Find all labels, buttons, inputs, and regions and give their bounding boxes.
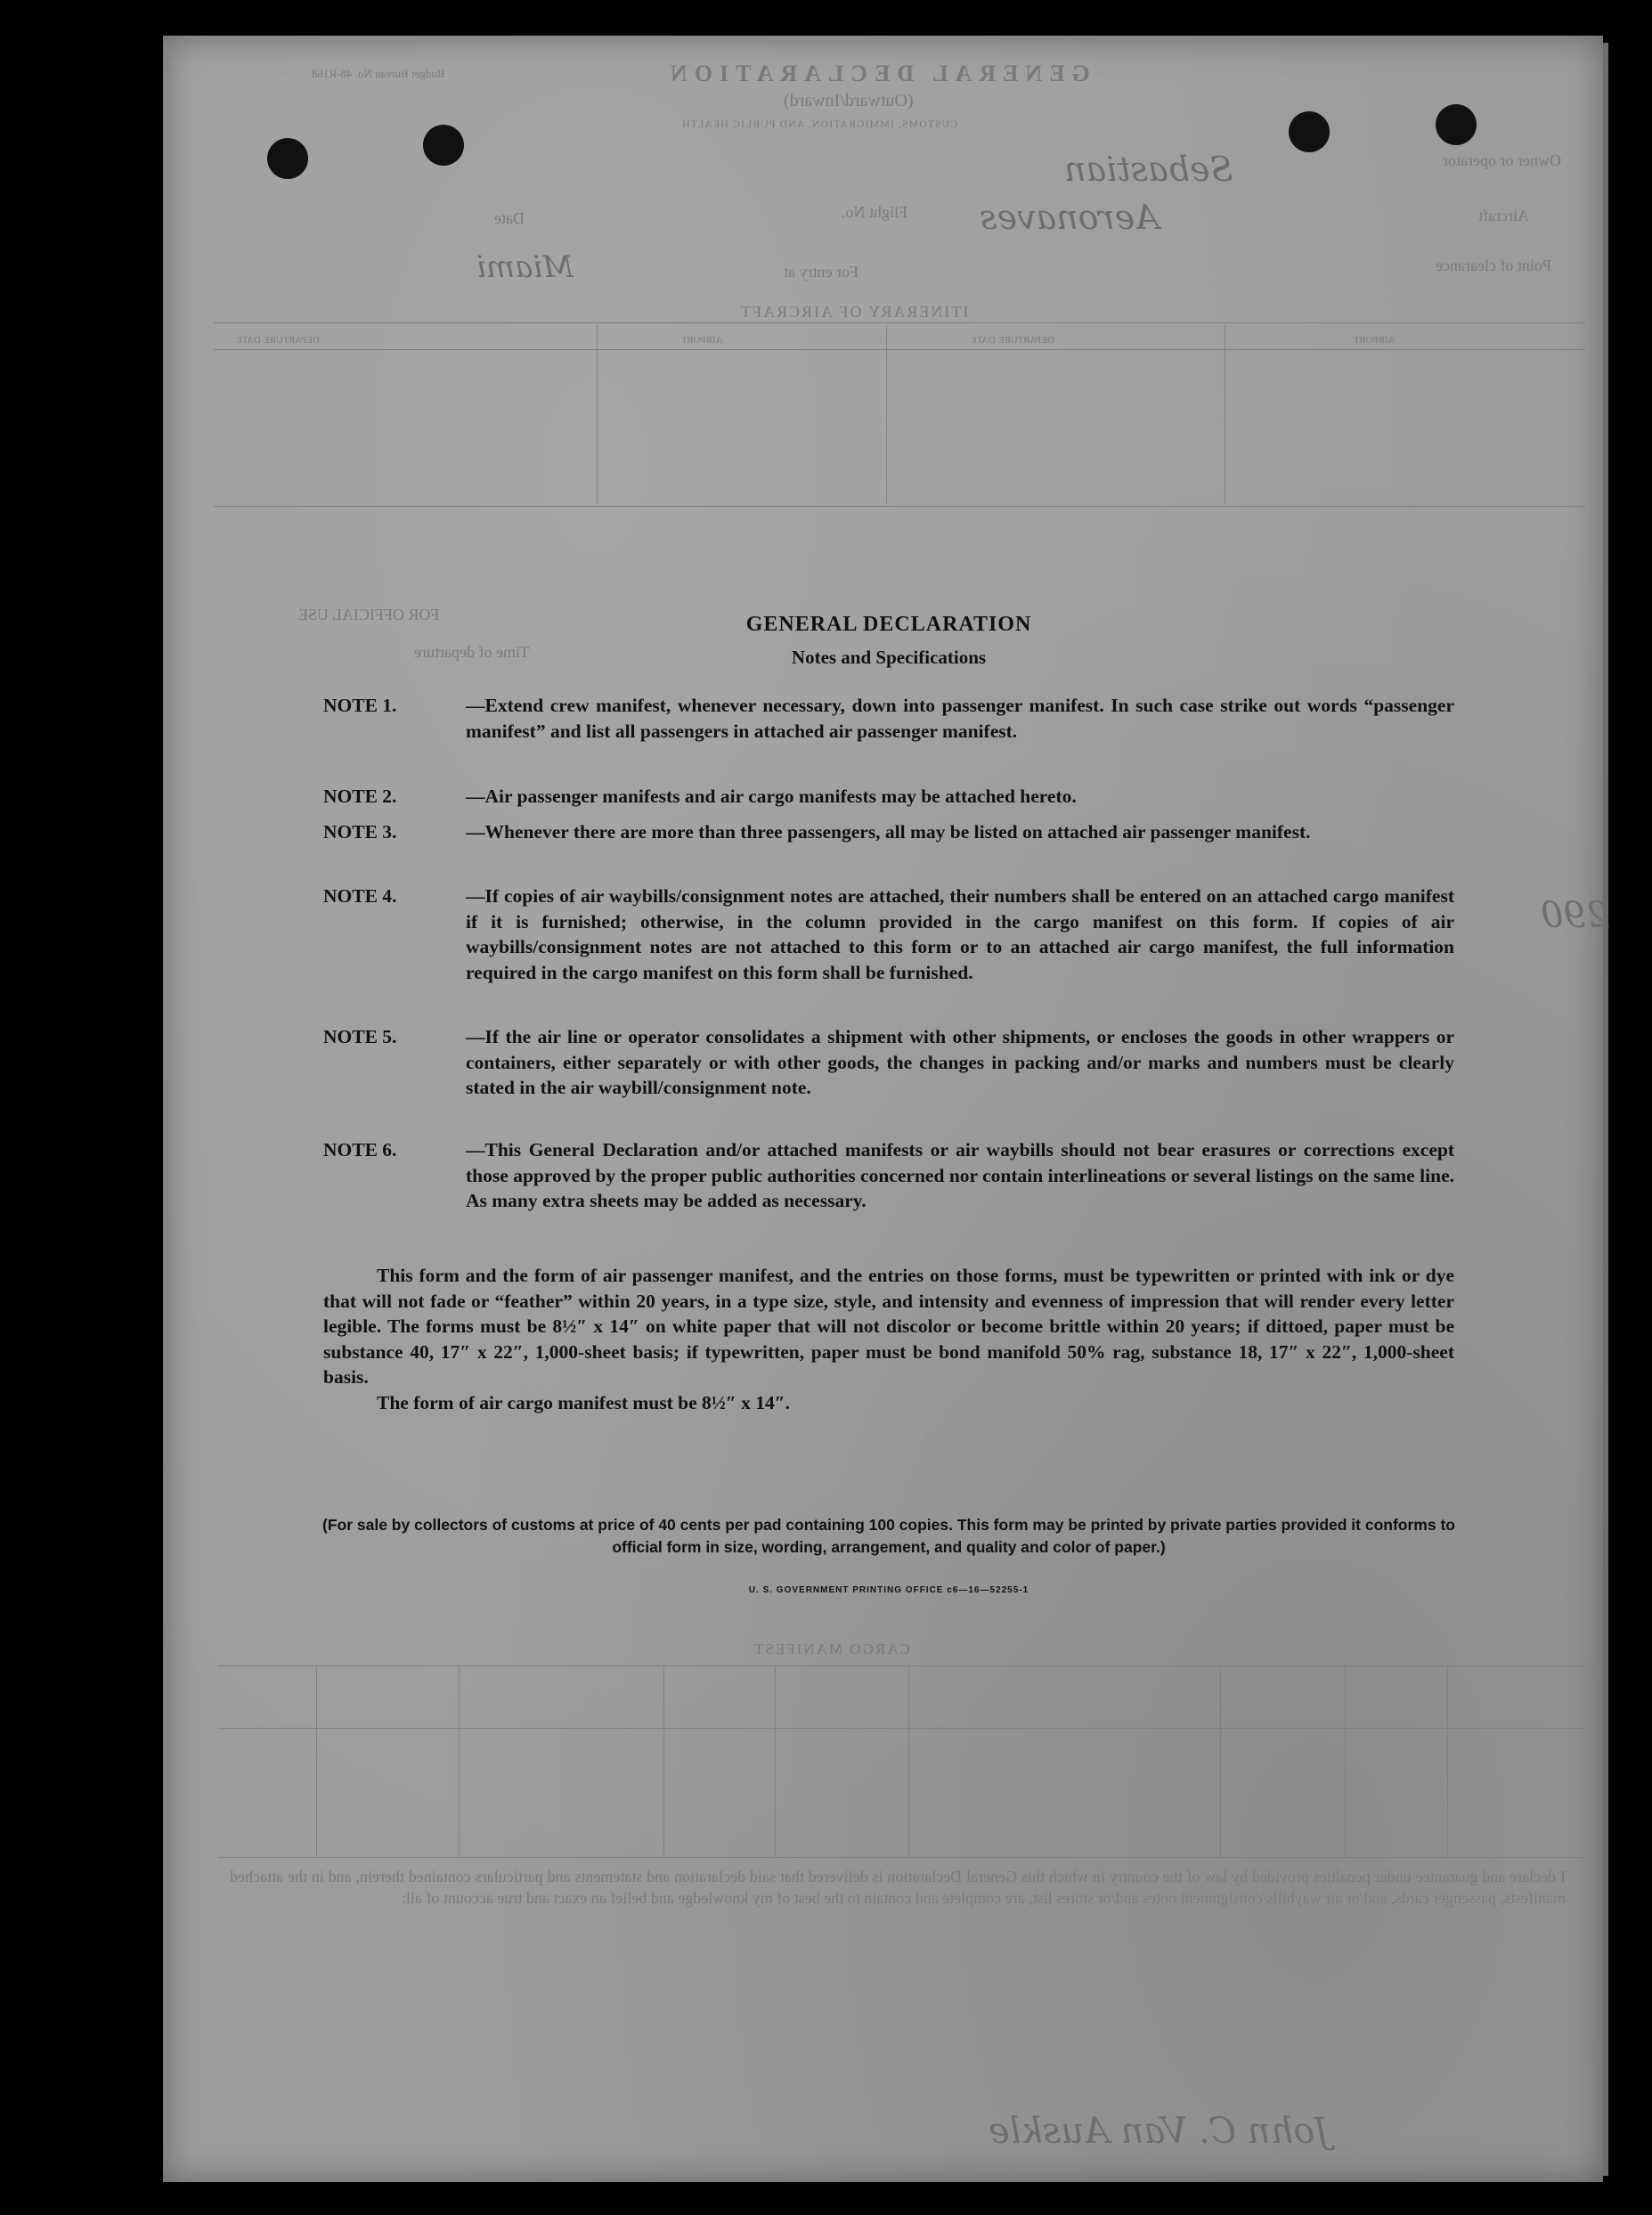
sale-notice: (For sale by collectors of customs at price of 40 cents per pad containing 100 copies. This form may be printed by private parties provided it conforms to official form in size, wording, arrangement, and quality and color of paper.) <box>322 1516 1455 1556</box>
ghost-rule <box>316 1665 317 1857</box>
ghost-rule <box>218 1728 1585 1729</box>
note-label: NOTE 3. <box>323 821 397 843</box>
ghost-handwriting: 290 <box>1541 895 1609 936</box>
ghost-handwriting: John C. Van Auskle <box>989 2111 1330 2152</box>
ghost-heading-sub: (Outward/Inward) <box>784 91 914 110</box>
ghost-aircraft: Aircraft <box>1478 207 1529 224</box>
note-text: —If the air line or operator consolidates a shipment with other shipments, or encloses the goods in other wrappers or containers, either separately or with other goods, the changes in packing and/or marks and numbers must be clearly stated in the air waybill/consignment note. <box>466 1026 1454 1099</box>
note-1 <box>323 693 1454 744</box>
ghost-rule <box>663 1665 664 1857</box>
ghost-rule <box>214 506 1585 507</box>
note-2 <box>323 784 1454 810</box>
note-text: —If copies of air waybills/consignment notes are attached, their numbers shall be entered on an attached cargo manifest if it is furnished; otherwise, in the column provided in the cargo manifest on this form. If copies of air waybills/consignment notes are not attached to this form or to an attached air cargo manifest, the full information required in the cargo manifest on this form shall be furnished. <box>466 885 1454 983</box>
form-requirements-text: This form and the form of air passenger manifest, and the entries on those forms, must be typewritten or printed with ink or dye that will not fade or “feather” within 20 years, in a type size, style, and intensity and evenness of impression that will render every letter legible. The forms must be 8½″ x 14″ on white paper that will not discolor or become brittle within 20 years; if dittoed, paper must be substance 40, 17″ x 22″, 1,000-sheet basis; if typewritten, paper must be bond manifold 50% rag, substance 18, 17″ x 22″, 1,000-sheet basis. <box>323 1265 1454 1388</box>
ghost-handwriting: Sebastian <box>1064 150 1233 189</box>
ghost-heading: GENERAL DECLARATION <box>663 61 1090 86</box>
ghost-rule <box>214 349 1585 350</box>
note-label: NOTE 6. <box>323 1139 397 1160</box>
note-text: —This General Declaration and/or attached manifests or air waybills should not bear erasures or corrections except those approved by the proper public authorities concerned nor contain interlineations or several listings on the same line. As many extra sheets may be added as necessary. <box>466 1139 1454 1212</box>
note-5 <box>323 1024 1454 1101</box>
note-6 <box>323 1137 1454 1214</box>
ghost-col-departure-date: DEPARTURE DATE <box>236 335 320 346</box>
document-page <box>163 36 1603 2182</box>
ghost-rule <box>459 1665 460 1857</box>
note-label: NOTE 2. <box>323 786 397 807</box>
ghost-owner: Owner or operator <box>1443 151 1561 169</box>
ghost-itinerary: ITINERARY OF AIRCRAFT <box>739 303 969 321</box>
note-text: —Whenever there are more than three passengers, all may be listed on attached air passenger manifest. <box>466 821 1311 843</box>
note-text: —Air passenger manifests and air cargo manifests may be attached hereto. <box>466 786 1077 807</box>
note-text: —Extend crew manifest, whenever necessary, down into passenger manifest. In such case strike out words “passenger manifest” and list all passengers in attached air passenger manifest. <box>466 695 1454 742</box>
ghost-rule <box>1345 1665 1346 1857</box>
ghost-rule <box>218 1857 1585 1858</box>
ghost-rule <box>908 1665 909 1857</box>
ghost-declare-text: I declare and guarantee under penalties provided by law of the country in which this General Declaration is delivered that said declaration and statements and particulars contained therein, and in the attached manifests, passenger cards, and/or air waybills/consignment notes and/or stores list, are complete and contain to the best of my knowledge and belief an exact and true account of all: <box>230 1868 1566 1907</box>
ghost-rule <box>886 325 887 503</box>
ghost-clearance: Point of clearance <box>1436 257 1551 274</box>
ghost-rule <box>775 1665 776 1857</box>
ghost-rule <box>597 325 598 503</box>
ghost-handwriting: Aeronaves <box>980 198 1160 237</box>
ghost-col-airport-2: AIRPORT <box>1354 335 1396 346</box>
printing-office-line: U. S. GOVERNMENT PRINTING OFFICE c6—16—52255-1 <box>748 1585 1029 1595</box>
note-label: NOTE 4. <box>323 885 397 907</box>
cargo-size-line: The form of air cargo manifest must be 8½″ x 14″. <box>377 1391 791 1413</box>
punch-hole-2 <box>423 125 464 166</box>
ghost-cargo-manifest: CARGO MANIFEST <box>753 1641 910 1657</box>
page-edge <box>1603 43 1608 2176</box>
ghost-col-airport: AIRPORT <box>681 335 723 346</box>
ghost-col-departure-date-2: DEPARTURE DATE <box>971 335 1054 346</box>
note-label: NOTE 5. <box>323 1026 397 1047</box>
punch-hole-4 <box>1436 104 1477 145</box>
ghost-budget: Budget Bureau No. 48-R168 <box>312 67 445 80</box>
note-3 <box>323 819 1454 845</box>
note-label: NOTE 1. <box>323 695 397 716</box>
punch-hole-3 <box>1289 111 1330 152</box>
ghost-handwriting: Miami <box>476 249 574 285</box>
page-title: GENERAL DECLARATION <box>745 613 1032 636</box>
ghost-official-use: FOR OFFICIAL USE <box>298 606 440 623</box>
ghost-flight: Flight No. <box>842 203 908 221</box>
ghost-agency: CUSTOMS, IMMIGRATION, AND PUBLIC HEALTH <box>681 118 958 130</box>
ghost-rule <box>218 1665 1585 1666</box>
page-subtitle: Notes and Specifications <box>791 647 987 668</box>
ghost-date: Date <box>494 209 525 227</box>
ghost-rule <box>1447 1665 1448 1857</box>
ghost-time-departure: Time of departure <box>414 643 530 661</box>
note-4 <box>323 884 1454 985</box>
ghost-rule <box>1220 1665 1221 1857</box>
punch-hole-1 <box>267 138 308 179</box>
ghost-rule <box>214 322 1585 323</box>
form-requirements <box>323 1263 1454 1416</box>
ghost-entry: For entry at <box>784 263 859 281</box>
